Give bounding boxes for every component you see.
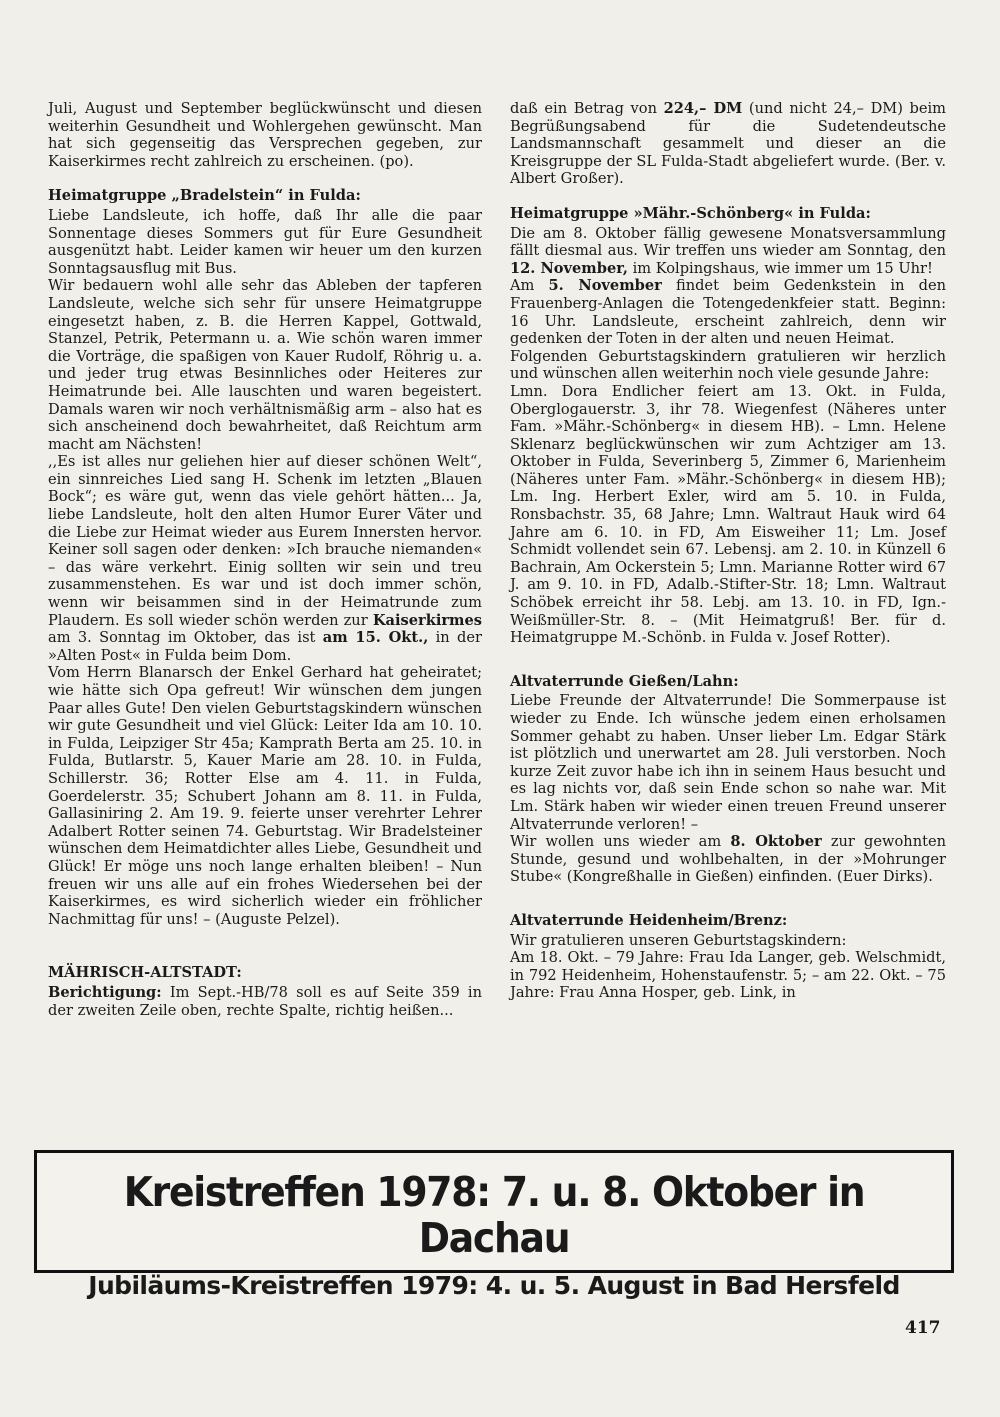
text-run: am 3. Sonntag im Oktober, das ist — [48, 629, 323, 647]
text-run: daß ein Betrag von — [510, 100, 664, 117]
schoenberg-paragraph-2 — [510, 277, 946, 347]
schoenberg-paragraph-3: Folgenden Geburtstagskindern gratulieren wir herzlich und wünschen allen weiterhin noch viele gesunde Jahre: — [510, 347, 946, 383]
text-run: Wir wollen uns wieder am — [510, 833, 731, 851]
schoenberg-heading: Heimatgruppe »Mähr.-Schönberg« in Fulda: — [510, 204, 871, 222]
intro-paragraph: Juli, August und September beglückwünscht und diesen weiterhin Gesundheit und Wohlergehen gewünscht. Man hat sich gegenseitig das Versprechen gegeben, zur Kaiserkirmes recht zahlreich zu erscheinen. (po). — [48, 100, 482, 170]
bold-run: 224,– DM — [663, 100, 743, 117]
bradelstein-paragraph-4: Vom Herrn Blanarsch der Enkel Gerhard hat geheiratet; wie hätte sich Opa gefreut! Wir wünschen dem jungen Paar alles Gute! Den vielen Geburtstagskindern wünschen wir gute Gesundheit und viel Glück: Leiter Ida am 10. 10. in Fulda, Leipziger Str 45a; Kamprath Berta am 25. 10. in Fulda, Butlarstr. 5, Kauer Marie am 28. 10. in Fulda, Schillerstr. 36; Rotter Else am 4. 11. in Fulda, Goerdelerstr. 35; Schubert Johann am 8. 11. in Fulda, Gallasiniring 2. Am 19. 9. feierte unser verehrter Lehrer Adalbert Rotter seinen 74. Geburtstag. Wir Bradelsteiner wünschen dem Heimatdichter alles Liebe, Gesundheit und Glück! Er möge uns noch lange erhalten bleiben! – Nun freuen wir uns alle auf ein frohes Wiedersehen bei der Kaiserkirmes, es wird sicherlich wieder ein fröhlicher Nachmittag für uns! – (Auguste Pelzel). — [48, 664, 482, 928]
page-number: 417 — [905, 1318, 941, 1338]
heidenheim-paragraph-2: Am 18. Okt. – 79 Jahre: Frau Ida Langer, geb. Welschmidt, in 792 Heidenheim, Hohenstaufenstr. 5; – am 22. Okt. – 75 Jahre: Frau Anna Hosper, geb. Link, in — [510, 949, 946, 1002]
bold-run: Berichtigung: — [48, 983, 162, 1001]
text-run: Im Sept.-HB/78 soll es auf Seite 359 in der zweiten Zeile oben, rechte Spalte, richtig heißen... — [48, 983, 482, 1019]
giessen-paragraph-1: Liebe Freunde der Altvaterrunde! Die Sommerpause ist wieder zu Ende. Ich wünsche jedem einen erholsamen Sommer gehabt zu haben. Unser lieber Lm. Edgar Stärk ist plötzlich und unerwartet am 28. Juli verstorben. Noch kurze Zeit zuvor habe ich ihn in seinem Haus besucht und es lag nichts vor, daß sein Ende schon so nahe war. Mit Lm. Stärk haben wir wieder einen treuen Freund unserer Altvaterrunde verloren! – — [510, 692, 946, 833]
bold-run: 12. November, — [510, 259, 628, 277]
text-run: im Kolpingshaus, wie immer um 15 Uhr! — [627, 259, 933, 277]
kreistreffen-banner — [34, 1150, 954, 1300]
banner-subheadline: Jubiläums-Kreistreffen 1979: 4. u. 5. August in Bad Hersfeld — [88, 1271, 900, 1300]
schoenberg-paragraph-4: Lmn. Dora Endlicher feiert am 13. Okt. in Fulda, Oberglogauerstr. 3, ihr 78. Wiegenfest (Näheres unter Fam. »Mähr.-Schönberg« in diesem HB). – Lmn. Helene Sklenarz beglückwünschen wir zum Achtziger am 13. Oktober in Fulda, Severinberg 5, Zimmer 6, Marienheim (Näheres unter Fam. »Mähr.-Schönberg« in diesem HB); Lm. Ing. Herbert Exler, wird am 5. 10. in Fulda, Ronsbachstr. 35, 68 Jahre; Lmn. Waltraut Hauk wird 64 Jahre am 6. 10. in FD, Am Eisweiher 11; Lm. Josef Schmidt vollendet sein 67. Lebensj. am 2. 10. in Künzell 6 Bachrain, Am Ockerstein 5; Lmn. Marianne Rotter wird 67 J. am 9. 10. in FD, Adalb.-Stifter-Str. 18; Lmn. Waltraut Schöbek erreicht ihr 58. Lebj. am 13. 10. in FD, Ign.-Weißmüller-Str. 8. – (Mit Heimatgruß! Ber. für d. Heimatgruppe M.-Schönb. in Fulda v. Josef Rotter). — [510, 382, 946, 647]
left-column — [48, 100, 482, 1019]
text-run: Am — [510, 277, 549, 295]
bradelstein-paragraph-2: Wir bedauern wohl alle sehr das Ableben der tapferen Landsleute, welche sich sehr für unsere Heimatgruppe eingesetzt haben, z. B. die Herren Kappel, Gottwald, Stanzel, Petrik, Petermann u. a. Wie schön waren immer die Vorträge, die spaßigen von Kauer Rudolf, Röhrig u. a. und jeder trug etwas Besinnliches oder Heiteres zur Heimatrunde bei. Alle lauschten und waren begeistert. Damals waren wir noch verhältnismäßig arm – also hat es sich anscheinend doch bewahrheitet, daß Reichtum arm macht am Nächsten! — [48, 277, 482, 453]
text-run: (und nicht 24,– DM) beim Begrüßungsabend für die Sudetendeutsche Landsmannschaft gesammelt und dieser an die Kreisgruppe der SL Fulda-Stadt abgeliefert wurde. (Ber. v. Albert Großer). — [510, 100, 946, 188]
text-run: ,,Es ist alles nur geliehen hier auf dieser schönen Welt“, ein sinnreiches Lied sang H. Schenk im letzten „Blauen Bock“; es wäre gut, wenn das viele gehört hätten... Ja, liebe Landsleute, holt den alten Humor Eurer Väter und die Liebe zur Heimat wieder aus Eurem Innersten hervor. Keiner soll sagen oder denken: »Ich brauche niemanden« – das wäre verkehrt. Einig sollten wir sein und treu zusammenstehen. Es war und ist doch immer schön, wenn wir beisammen sind in der Heimatrunde zum Plaudern. Es soll wieder schön werden zur — [48, 453, 482, 629]
text-run: in der »Alten Post« in Fulda beim Dom. — [48, 629, 482, 664]
intro-paragraph — [510, 100, 946, 188]
bold-run: 8. Oktober — [730, 833, 822, 851]
right-column — [510, 100, 946, 1002]
bold-run: Kaiserkirmes — [372, 611, 482, 629]
bradelstein-paragraph-1: Liebe Landsleute, ich hoffe, daß Ihr alle die paar Sonnentage dieses Sommers gut für Eure Gesundheit ausgenützt habt. Leider kamen wir heuer um den kurzen Sonntagsausflug mit Bus. — [48, 206, 482, 277]
heidenheim-heading: Altvaterrunde Heidenheim/Brenz: — [510, 911, 788, 929]
bold-run: 5. November — [548, 277, 662, 295]
altstadt-heading: MÄHRISCH-ALTSTADT: — [48, 964, 242, 982]
text-run: Die am 8. Oktober fällig gewesene Monatsversammlung fällt diesmal aus. Wir treffen uns wieder am Sonntag, den — [510, 224, 946, 260]
giessen-heading: Altvaterrunde Gießen/Lahn: — [510, 672, 739, 690]
banner-headline: Kreistreffen 1978: 7. u. 8. Oktober in Dachau — [123, 1168, 865, 1262]
giessen-paragraph-2 — [510, 833, 946, 886]
bradelstein-heading: Heimatgruppe „Bradelstein“ in Fulda: — [48, 187, 361, 205]
text-run: findet beim Gedenkstein in den Frauenberg-Anlagen die Totengedenkfeier statt. Beginn: 16 Uhr. Landsleute, erscheint zahlreich, denn wir gedenken der Toten in der alten und neuen Heimat. — [510, 277, 946, 348]
bold-run: am 15. Okt., — [322, 629, 429, 647]
text-run: zur gewohnten Stunde, gesund und wohlbehalten, in der »Mohrunger Stube« (Kongreßhalle in Gießen) einfinden. (Euer Dirks). — [510, 833, 947, 886]
altstadt-paragraph — [48, 984, 482, 1019]
bradelstein-paragraph-3 — [48, 453, 482, 664]
heidenheim-paragraph-1: Wir gratulieren unseren Geburtstagskindern: — [510, 931, 847, 949]
schoenberg-paragraph-1 — [510, 225, 946, 278]
